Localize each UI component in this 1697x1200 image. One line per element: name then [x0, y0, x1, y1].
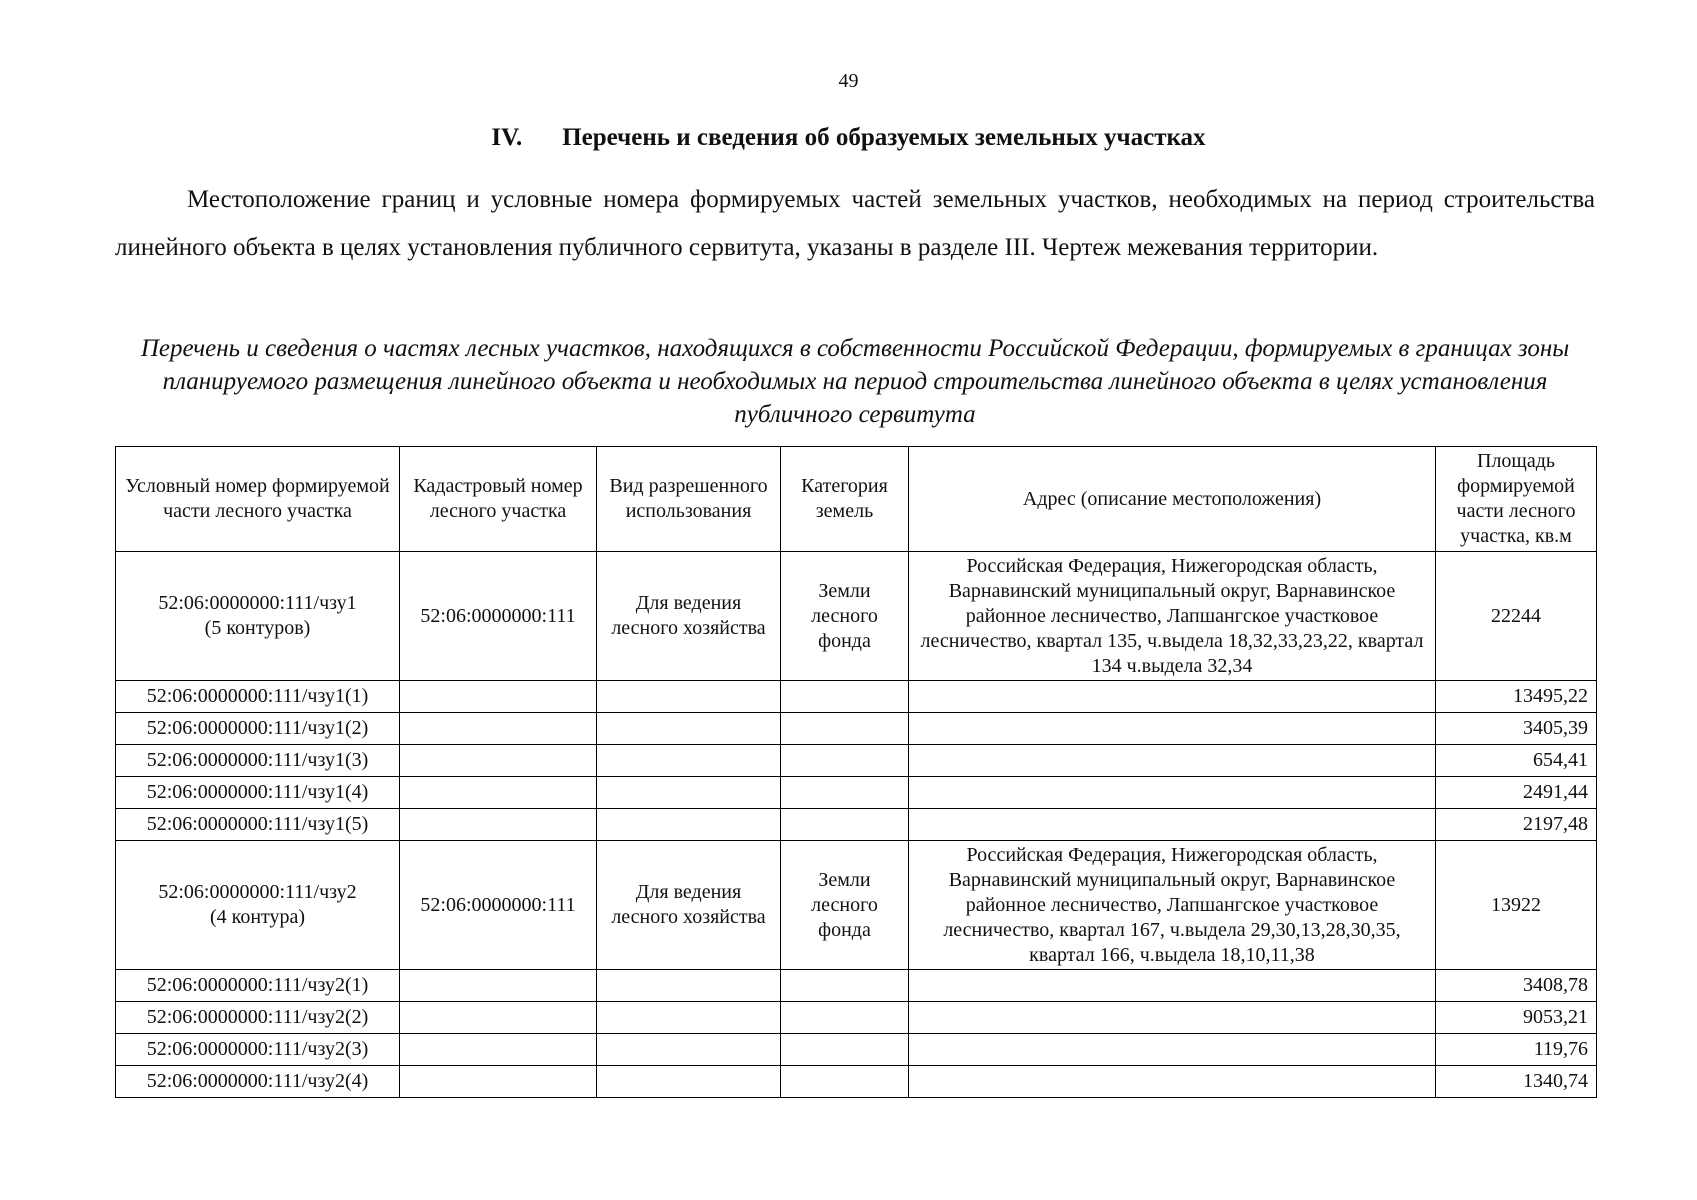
part-id-cell: 52:06:0000000:111/чзу2(2): [116, 1002, 400, 1034]
table-row-group-1: [116, 552, 1597, 681]
part-id: 52:06:0000000:111/чзу2: [158, 881, 357, 903]
area-cell: 654,41: [1436, 745, 1597, 777]
category-cell: Земли лесного фонда: [781, 552, 909, 681]
contours-count: (4 контура): [209, 906, 306, 928]
contours-count: (5 контуров): [204, 617, 311, 639]
section-title: [0, 124, 1697, 152]
section-number: IV.: [491, 124, 523, 151]
area-cell: 3405,39: [1436, 713, 1597, 745]
table-row: [116, 1002, 1597, 1034]
address-cell: Российская Федерация, Нижегородская область, Варнавинский муниципальный округ, Варнавинское районное лесничество, Лапшангское участковое лесничество, квартал 135, ч.выдела 18,32,33,23,22, квартал 134 ч.выдела 32,34: [909, 552, 1436, 681]
part-id-cell: 52:06:0000000:111/чзу1(3): [116, 745, 400, 777]
area-cell: 13495,22: [1436, 681, 1597, 713]
table-row: [116, 713, 1597, 745]
parcels-table: [115, 446, 1597, 1098]
header-part-id: Условный номер формируемой части лесного участка: [116, 447, 400, 552]
section-title-text: Перечень и сведения об образуемых земельных участках: [562, 124, 1206, 151]
cadastral-cell: 52:06:0000000:111: [400, 552, 597, 681]
part-id-cell: 52:06:0000000:111/чзу2(4): [116, 1066, 400, 1098]
header-area: Площадь формируемой части лесного участка, кв.м: [1436, 447, 1597, 552]
table-header-row: [116, 447, 1597, 552]
area-cell: 2491,44: [1436, 777, 1597, 809]
area-cell: 22244: [1436, 552, 1597, 681]
intro-paragraph: Местоположение границ и условные номера формируемых частей земельных участков, необходимых на период строительства линейного объекта в целях установления публичного сервитута, указаны в разделе III. Чертеж межевания территории.: [115, 186, 1595, 261]
table-row: [116, 777, 1597, 809]
cadastral-cell: 52:06:0000000:111: [400, 841, 597, 970]
address-cell: Российская Федерация, Нижегородская область, Варнавинский муниципальный округ, Варнавинское районное лесничество, Лапшангское участковое лесничество, квартал 167, ч.выдела 29,30,13,28,30,35, квартал 166, ч.выдела 18,10,11,38: [909, 841, 1436, 970]
area-cell: 1340,74: [1436, 1066, 1597, 1098]
category-cell: Земли лесного фонда: [781, 841, 909, 970]
part-id-cell: 52:06:0000000:111/чзу1(4): [116, 777, 400, 809]
table-caption: Перечень и сведения о частях лесных участков, находящихся в собственности Российской Федерации, формируемых в границах зоны планируемого размещения линейного объекта и необходимых на период строительства линейного объекта в целях установления публичного сервитута: [140, 335, 1570, 428]
table-row: [116, 1066, 1597, 1098]
area-cell: 9053,21: [1436, 1002, 1597, 1034]
page-number: 49: [838, 70, 859, 92]
part-id-cell: 52:06:0000000:111/чзу1(2): [116, 713, 400, 745]
table-row: [116, 681, 1597, 713]
table-row: [116, 809, 1597, 841]
use-cell: Для ведения лесного хозяйства: [597, 552, 781, 681]
header-address: Адрес (описание местоположения): [909, 447, 1436, 552]
table-row: [116, 970, 1597, 1002]
part-id-cell: [116, 841, 400, 970]
part-id-cell: 52:06:0000000:111/чзу1(1): [116, 681, 400, 713]
table-row: [116, 1034, 1597, 1066]
part-id: 52:06:0000000:111/чзу1: [158, 592, 357, 614]
area-cell: 13922: [1436, 841, 1597, 970]
part-id-cell: [116, 552, 400, 681]
part-id-cell: 52:06:0000000:111/чзу2(3): [116, 1034, 400, 1066]
header-use: Вид разрешенного использования: [597, 447, 781, 552]
area-cell: 119,76: [1436, 1034, 1597, 1066]
area-cell: 2197,48: [1436, 809, 1597, 841]
part-id-cell: 52:06:0000000:111/чзу1(5): [116, 809, 400, 841]
table-row: [116, 745, 1597, 777]
table-row-group-2: [116, 841, 1597, 970]
header-category: Категория земель: [781, 447, 909, 552]
use-cell: Для ведения лесного хозяйства: [597, 841, 781, 970]
part-id-cell: 52:06:0000000:111/чзу2(1): [116, 970, 400, 1002]
header-cadastral: Кадастровый номер лесного участка: [400, 447, 597, 552]
area-cell: 3408,78: [1436, 970, 1597, 1002]
